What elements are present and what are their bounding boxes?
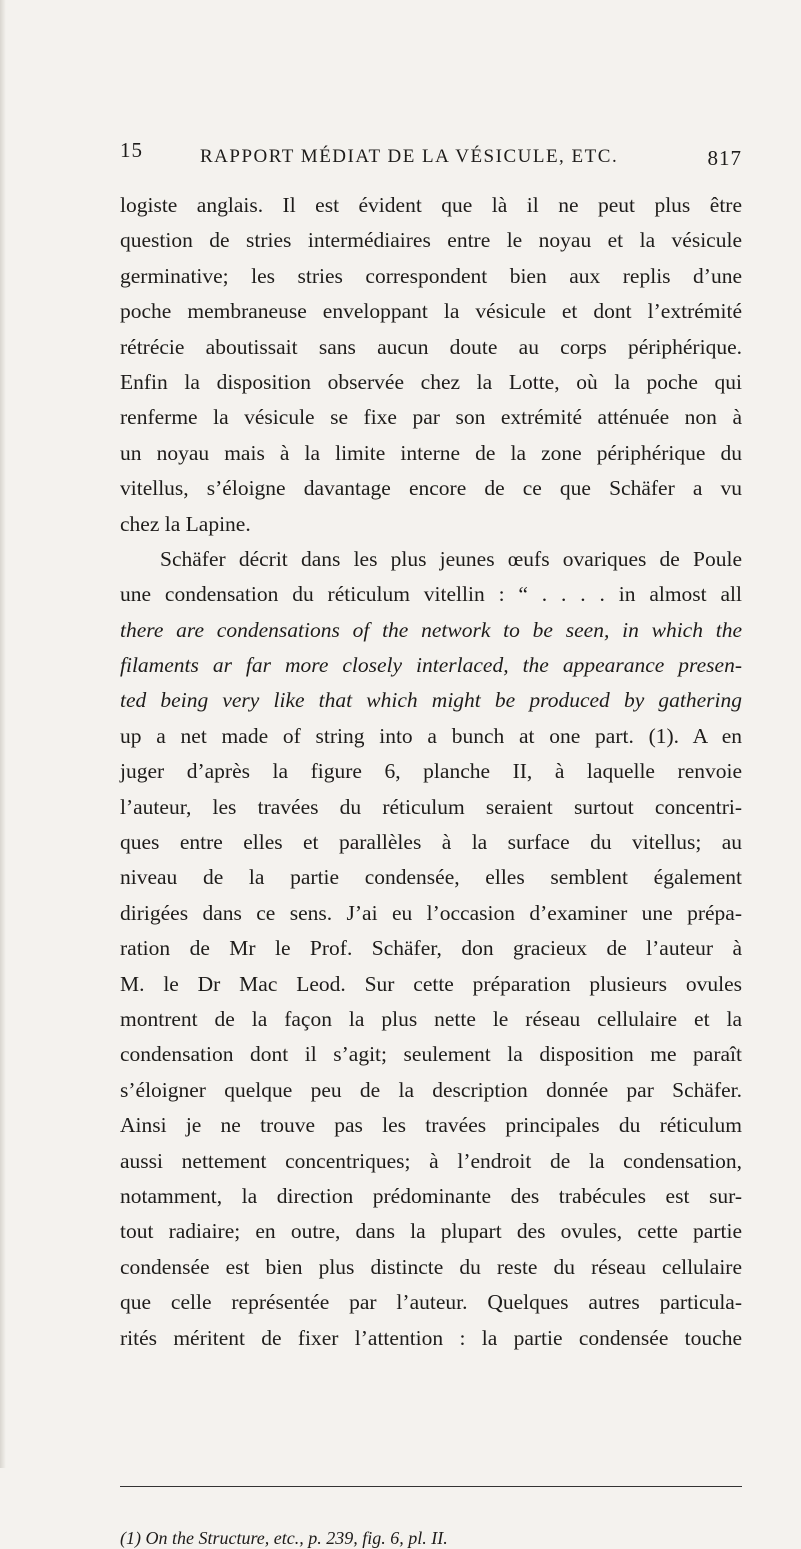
text-line: que celle représentée par l’auteur. Quelques autres particula- [120, 1290, 742, 1315]
text-line: un noyau mais à la limite interne de la zone périphérique du [120, 440, 742, 465]
text-line: there are condensations of the network to be seen, in which the [120, 617, 742, 642]
text-line: condensée est bien plus distincte du reste du réseau cellulaire [120, 1254, 742, 1279]
page-number-right: 817 [707, 146, 742, 170]
text-line: l’auteur, les travées du réticulum seraient surtout concentri- [120, 794, 742, 819]
text-line: tout radiaire; en outre, dans la plupart des ovules, cette partie [120, 1219, 742, 1244]
text-line: aussi nettement concentriques; à l’endroit de la condensation, [120, 1148, 742, 1173]
text-line: question de stries intermédiaires entre le noyau et la vésicule [120, 228, 742, 253]
text-line: chez la Lapine. [120, 511, 251, 536]
text-line: logiste anglais. Il est évident que là il ne peut plus être [120, 193, 742, 217]
footnote-divider [120, 1486, 742, 1487]
text-line: s’éloigner quelque peu de la description donnée par Schäfer. [120, 1077, 742, 1102]
text-line: Enfin la disposition observée chez la Lotte, où la poche qui [120, 369, 742, 394]
text-line: dirigées dans ce sens. J’ai eu l’occasion d’examiner une prépa- [120, 900, 742, 925]
text-line: poche membraneuse enveloppant la vésicule et dont l’extrémité [120, 299, 742, 324]
text-line: montrent de la façon la plus nette le réseau cellulaire et la [120, 1006, 742, 1031]
text-line: filaments ar far more closely interlaced, the appearance presen- [120, 653, 742, 678]
text-line: renferme la vésicule se fixe par son extrémité atténuée non à [120, 405, 742, 430]
text-line: notamment, la direction prédominante des trabécules est sur- [120, 1183, 742, 1208]
scan-shadow [0, 0, 6, 1468]
text-line: M. le Dr Mac Leod. Sur cette préparation plusieurs ovules [120, 971, 742, 996]
text-line: niveau de la partie condensée, elles semblent également [120, 865, 742, 890]
text-line: ques entre elles et parallèles à la surface du vitellus; au [120, 830, 742, 855]
text-line: juger d’après la figure 6, planche II, à laquelle renvoie [120, 759, 742, 784]
text-line: une condensation du réticulum vitellin : “ . . . . in almost all [120, 582, 742, 607]
text-line: Schäfer décrit dans les plus jeunes œufs ovariques de Poule [160, 546, 742, 571]
running-title: RAPPORT MÉDIAT DE LA VÉSICULE, ETC. [200, 146, 619, 167]
text-line: ted being very like that which might be produced by gathering [120, 688, 742, 713]
text-line: vitellus, s’éloigne davantage encore de ce que Schäfer a vu [120, 476, 742, 501]
body-text [120, 188, 742, 1356]
page-number-left: 15 [120, 138, 143, 162]
text-line: Ainsi je ne trouve pas les travées principales du réticulum [120, 1113, 742, 1138]
text-line: condensation dont il s’agit; seulement la disposition me paraît [120, 1042, 742, 1067]
text-line: germinative; les stries correspondent bien aux replis d’une [120, 263, 742, 288]
running-head [120, 138, 742, 170]
footnote: (1) On the Structure, etc., p. 239, fig. 6, pl. II. [120, 1528, 448, 1548]
text-line: rétrécie aboutissait sans aucun doute au corps périphérique. [120, 334, 742, 359]
text-line: up a net made of string into a bunch at one part. (1). A en [120, 723, 742, 748]
text-line: ration de Mr le Prof. Schäfer, don gracieux de l’auteur à [120, 936, 742, 961]
text-line: rités méritent de fixer l’attention : la partie condensée touche [120, 1325, 742, 1350]
